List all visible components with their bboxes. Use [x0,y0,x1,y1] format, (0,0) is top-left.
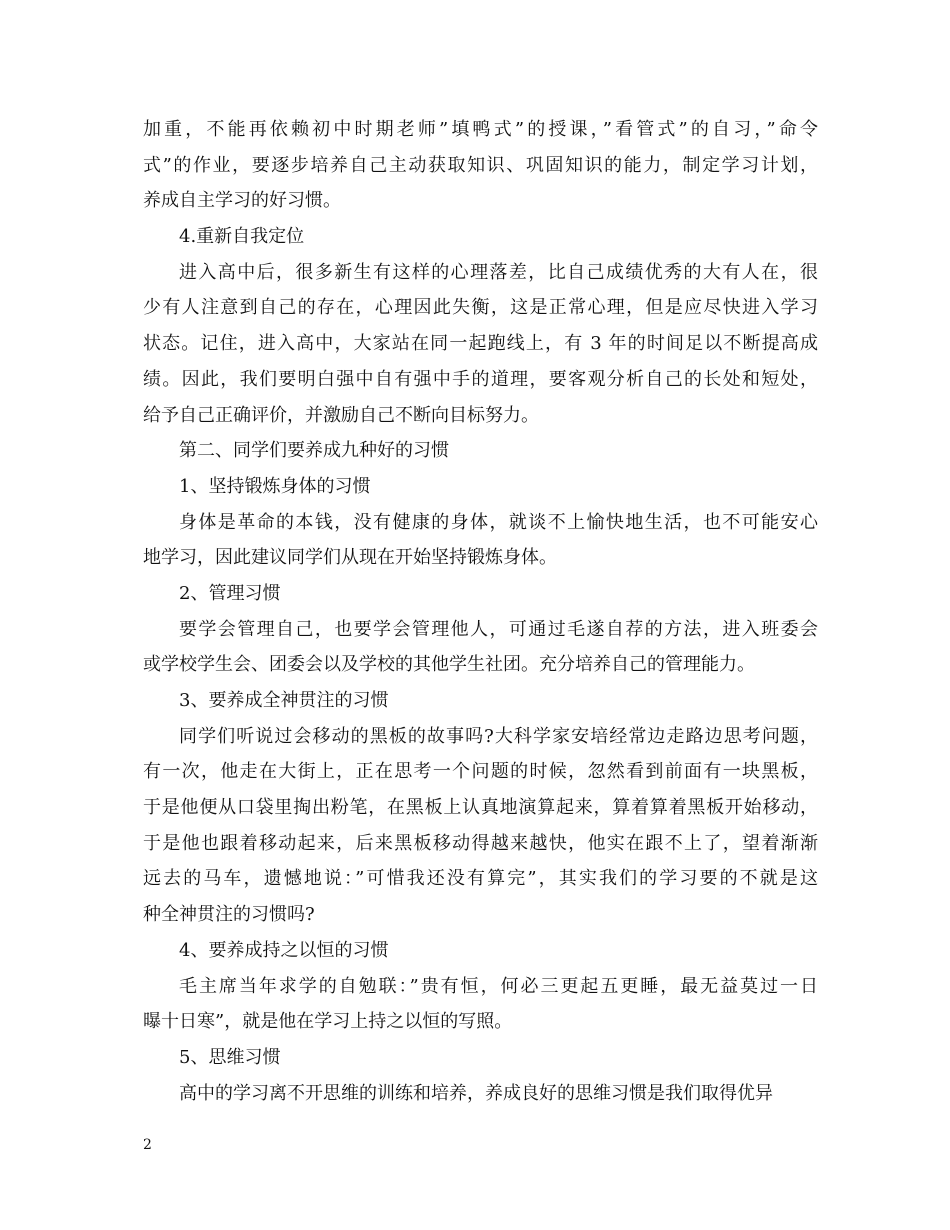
text-line: 4、要养成持之以恒的习惯 [179,939,389,961]
text-line: 同学们听说过会移动的黑板的故事吗?大科学家安培经常边走路边思考问题， [179,725,818,747]
text-line: 要学会管理自己，也要学会管理他人，可通过毛遂自荐的方法，进入班委会 [179,618,818,640]
text-line: 绩。因此，我们要明白强中自有强中手的道理，要客观分析自己的长处和短处， [143,368,818,390]
text-line: 给予自己正确评价，并激励自己不断向目标努力。 [143,404,539,426]
text-line: 有一次，他走在大街上，正在思考一个问题的时候，忽然看到前面有一块黑板， [143,761,818,783]
paragraph [143,1076,818,1112]
text-line: 4.重新自我定位 [179,226,305,248]
text-line: 于是他也跟着移动起来，后来黑板移动得越来越快，他实在跟不上了，望着渐渐 [143,832,818,854]
paragraph [143,612,818,683]
paragraph [143,255,818,433]
section-heading [143,933,818,969]
page-number: 2 [143,1137,152,1153]
text-line: 地学习，因此建议同学们从现在开始坚持锻炼身体。 [143,547,557,569]
paragraph [143,719,818,933]
paragraph [143,969,818,1040]
document-body [143,112,818,1111]
text-line: 身体是革命的本钱，没有健康的身体，就谈不上愉快地生活，也不可能安心 [179,511,818,533]
section-heading [143,433,818,469]
section-heading [143,219,818,255]
section-heading [143,1040,818,1076]
text-line: 少有人注意到自己的存在，心理因此失衡，这是正常心理，但是应尽快进入学习 [143,297,818,319]
text-line: 毛主席当年求学的自勉联：”贵有恒，何必三更起五更睡，最无益莫过一日 [179,975,818,997]
text-line: 进入高中后，很多新生有这样的心理落差，比自己成绩优秀的大有人在，很 [179,261,818,283]
text-line: 1、坚持锻炼身体的习惯 [179,475,371,497]
text-line: 式”的作业，要逐步培养自己主动获取知识、巩固知识的能力，制定学习计划， [143,154,818,176]
section-heading [143,683,818,719]
text-line: 2、管理习惯 [179,582,281,604]
text-line: 3、要养成全神贯注的习惯 [179,690,389,711]
paragraph [143,112,818,219]
text-line: 养成自主学习的好习惯。 [143,190,341,212]
text-line: 状态。记住，进入高中，大家站在同一起跑线上，有 3 年的时间足以不断提高成 [143,333,818,355]
paragraph [143,505,818,576]
text-line: 5、思维习惯 [179,1046,281,1068]
text-line: 或学校学生会、团委会以及学校的其他学生社团。充分培养自己的管理能力。 [143,654,755,676]
text-line: 高中的学习离不开思维的训练和培养，养成良好的思维习惯是我们取得优异 [179,1082,773,1104]
text-line: 第二、同学们要养成九种好的习惯 [179,440,449,462]
text-line: 曝十日寒”，就是他在学习上持之以恒的写照。 [143,1011,513,1033]
text-line: 远去的马车，遗憾地说：”可惜我还没有算完”，其实我们的学习要的不就是这 [143,868,818,890]
text-line: 种全神贯注的习惯吗? [143,904,315,926]
section-heading [143,469,818,505]
section-heading [143,576,818,612]
text-line: 加重，不能再依赖初中时期老师”填鸭式”的授课，”看管式”的自习，”命令 [143,119,818,140]
text-line: 于是他便从口袋里掏出粉笔，在黑板上认真地演算起来，算着算着黑板开始移动， [143,797,818,819]
